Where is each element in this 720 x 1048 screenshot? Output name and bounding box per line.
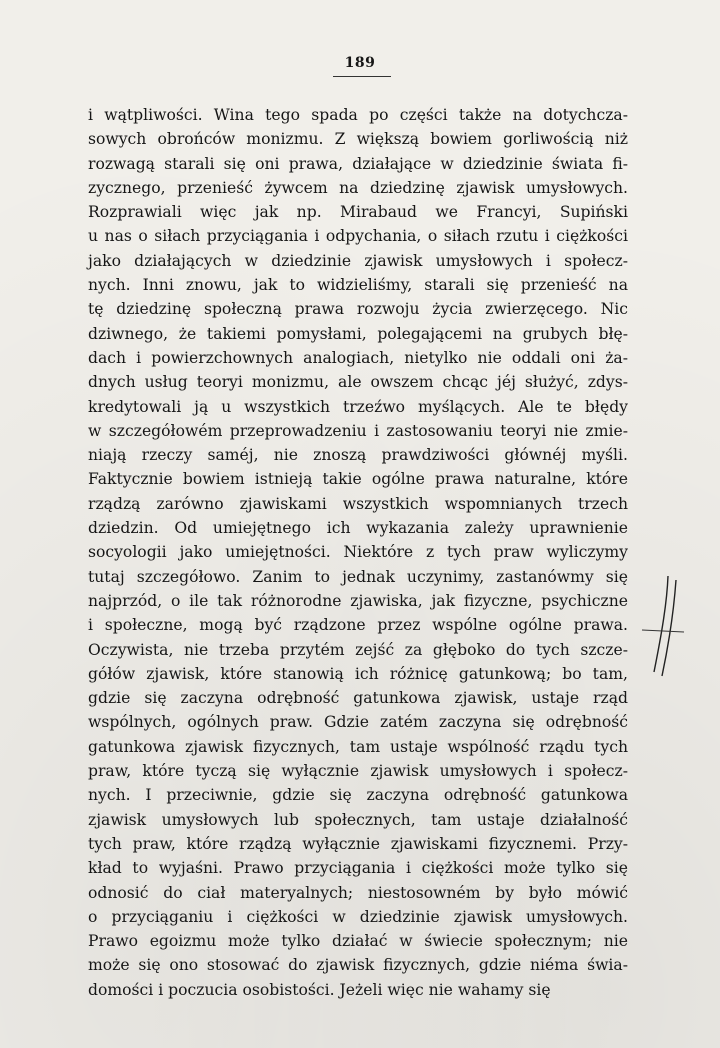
text-line: odnosić do ciał materyalnych; niestosowném by było mówić (88, 883, 628, 902)
page-number: 189 (344, 55, 376, 71)
text-line: gdzie się zaczyna odrębność gatunkowa zjawisk, ustaje rząd (88, 689, 628, 708)
text-line: niają rzeczy saméj, nie znoszą prawdziwości głównéj myśli. (88, 446, 628, 465)
text-line: może się ono stosować do zjawisk fizycznych, gdzie niéma świa- (88, 956, 628, 975)
text-line: kład to wyjaśni. Prawo przyciągania i ciężkości może tylko się (88, 859, 628, 878)
body-text (88, 103, 628, 1002)
text-line: rozwagą starali się oni prawa, działające w dziedzinie świata fi- (88, 154, 628, 173)
text-line: domości i poczucia osobistości. Jeżeli więc nie wahamy się (88, 980, 551, 999)
handwritten-margin-mark (640, 572, 690, 682)
text-line: Rozprawiali więc jak np. Mirabaud we Francyi, Supiński (88, 203, 628, 222)
text-line: kredytowali ją u wszystkich trzeźwo myślących. Ale te błędy (88, 397, 628, 416)
text-line: gółów zjawisk, które stanowią ich różnicę gatunkową; bo tam, (88, 664, 628, 683)
text-line: Oczywista, nie trzeba przytém zejść za głęboko do tych szcze- (88, 640, 628, 659)
text-line: nych. Inni znowu, jak to widzieliśmy, starali się przenieść na (88, 276, 628, 295)
text-line: Faktycznie bowiem istnieją takie ogólne prawa naturalne, które (88, 470, 628, 489)
text-line: dach i powierzchownych analogiach, nietylko nie oddali oni ża- (88, 348, 628, 367)
text-line: socyologii jako umiejętności. Niektóre z tych praw wyliczymy (88, 543, 628, 562)
text-line: jako działających w dziedzinie zjawisk umysłowych i społecz- (88, 251, 628, 270)
text-line: tutaj szczegółowo. Zanim to jednak uczynimy, zastanówmy się (88, 567, 628, 586)
text-line: i wątpliwości. Wina tego spada po części także na dotychcza- (88, 106, 628, 124)
text-line: gatunkowa zjawisk fizycznych, tam ustaje wspólność rządu tych (88, 737, 628, 756)
text-line: praw, które tyczą się wyłącznie zjawisk umysłowych i społecz- (88, 762, 628, 781)
text-line: wspólnych, ogólnych praw. Gdzie zatém zaczyna się odrębność (88, 713, 628, 732)
text-line: dziwnego, że takiemi pomysłami, polegającemi na grubych błę- (88, 324, 628, 343)
text-line: Prawo egoizmu może tylko działać w świecie społecznym; nie (88, 932, 628, 951)
text-line: i społeczne, mogą być rządzone przez wspólne ogólne prawa. (88, 616, 628, 635)
text-line: o przyciąganiu i ciężkości w dziedzinie zjawisk umysłowych. (88, 907, 628, 926)
text-line: dnych usług teoryi monizmu, ale owszem chcąc jéj służyć, zdys- (88, 373, 628, 392)
text-line: u nas o siłach przyciągania i odpychania, o siłach rzutu i ciężkości (88, 227, 628, 246)
text-line: dziedzin. Od umiejętnego ich wykazania zależy uprawnienie (88, 519, 628, 538)
text-line: w szczegółowém przeprowadzeniu i zastosowaniu teoryi nie zmie- (88, 421, 628, 440)
text-line: najprzód, o ile tak różnorodne zjawiska, jak fizyczne, psychiczne (88, 591, 628, 610)
text-line: zycznego, przenieść żywcem na dziedzinę zjawisk umysłowych. (88, 178, 628, 197)
text-line: rządzą zarówno zjawiskami wszystkich wspomnianych trzech (88, 494, 628, 513)
page-number-rule (333, 76, 391, 77)
text-line: tych praw, które rządzą wyłącznie zjawiskami fizycznemi. Przy- (88, 834, 628, 853)
text-line: tę dziedzinę społeczną prawa rozwoju życia zwierzęcego. Nic (88, 300, 628, 319)
text-line: zjawisk umysłowych lub społecznych, tam ustaje działalność (88, 810, 628, 829)
text-line: sowych obrońców monizmu. Z większą bowiem gorliwością niż (88, 130, 628, 149)
text-line: nych. I przeciwnie, gdzie się zaczyna odrębność gatunkowa (88, 786, 628, 805)
